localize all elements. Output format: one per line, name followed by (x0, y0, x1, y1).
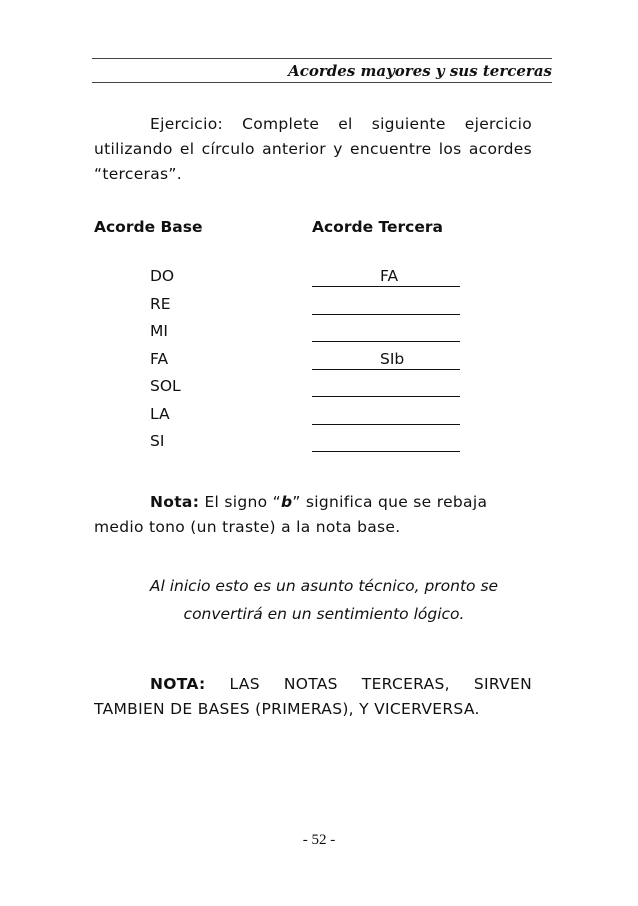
italic-note (94, 572, 554, 628)
italic-note-line1: Al inicio esto es un asunto técnico, pronto se (149, 577, 499, 595)
answer-blank (312, 321, 460, 342)
answer-blank (312, 404, 460, 425)
header-rule-top (92, 58, 552, 59)
nota-caps-text: LAS NOTAS TERCERAS, SIRVEN TAMBIEN DE BASES (PRIMERAS), Y VICERVERSA. (94, 675, 532, 718)
base-chord: LA (150, 404, 170, 423)
answer-blank (312, 266, 460, 287)
nota-caps-label: NOTA: (150, 675, 206, 693)
exercise-label: Ejercicio: (150, 115, 224, 133)
answer-text: SIb (380, 349, 405, 368)
column-header-tercera: Acorde Tercera (312, 218, 443, 236)
nota-text-before: El signo “ (204, 493, 281, 511)
base-chord: MI (150, 322, 168, 340)
base-chord: FA (150, 349, 169, 368)
answer-blank (312, 294, 460, 315)
column-header-base: Acorde Base (94, 218, 203, 236)
exercise-text: Complete el siguiente ejercicio utilizando el círculo anterior y encuentre los acordes “terceras”. (94, 115, 533, 183)
base-chord: SI (150, 432, 165, 450)
italic-note-line2: convertirá en un sentimiento lógico. (183, 605, 465, 623)
exercise-paragraph (94, 112, 532, 187)
nota-caps-paragraph (94, 672, 532, 722)
header-rule-bottom (92, 82, 552, 83)
base-chord: SOL (150, 377, 181, 395)
nota-paragraph (94, 490, 532, 540)
answer-text: FA (380, 267, 399, 285)
answer-blank (312, 349, 460, 370)
base-chord: RE (150, 294, 171, 313)
nota-text-after: ” significa que se rebaja medio tono (un traste) a la nota base. (94, 493, 488, 536)
answer-blank (312, 431, 460, 452)
base-chord: DO (150, 267, 175, 285)
header-title: Acordes mayores y sus terceras (288, 62, 552, 80)
page-number: - 52 - (302, 832, 336, 848)
flat-symbol: b (280, 493, 293, 511)
nota-label: Nota: (150, 493, 200, 511)
answer-blank (312, 376, 460, 397)
